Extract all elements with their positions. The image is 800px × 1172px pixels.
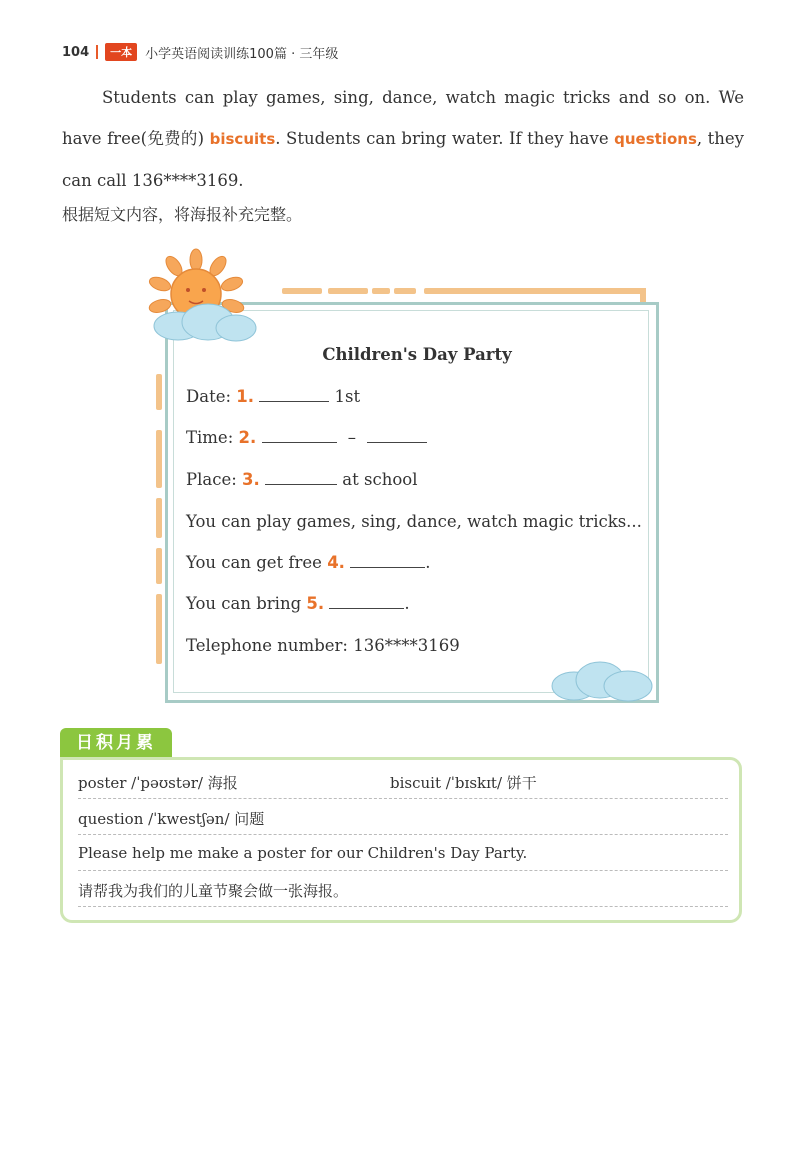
blank-1[interactable]	[259, 387, 329, 402]
vocab-row	[78, 880, 728, 907]
page-header	[62, 40, 338, 64]
frame-dash	[394, 288, 416, 294]
passage-text-2: . Students can bring water. If they have	[275, 129, 615, 148]
poster-title: Children's Day Party	[322, 345, 512, 364]
free-label: You can get free	[186, 553, 322, 572]
blank-2a[interactable]	[262, 428, 337, 443]
bring-label: You can bring	[186, 594, 302, 613]
frame-dash	[328, 288, 368, 294]
frame-dash	[640, 288, 646, 302]
poster-phone: Telephone number: 136****3169	[186, 636, 460, 655]
blank-3[interactable]	[265, 470, 337, 485]
vocab-row	[78, 844, 728, 871]
frame-side-bar	[156, 498, 162, 538]
vocab-entry-poster: poster /ˈpəʊstər/ 海报	[78, 774, 238, 792]
poster-bring-line	[186, 594, 410, 613]
frame-side-bar	[156, 374, 162, 410]
page-number: 104	[62, 44, 90, 60]
blank-5[interactable]	[329, 594, 404, 609]
frame-dash	[282, 288, 322, 294]
place-suffix: at school	[342, 470, 418, 489]
vocab-row	[78, 772, 728, 799]
frame-side-bar	[156, 430, 162, 488]
frame-dash	[424, 288, 642, 294]
time-dash: –	[347, 428, 357, 447]
cloud-icon	[548, 658, 658, 708]
blank-number-2: 2.	[238, 428, 257, 447]
blank-2b[interactable]	[367, 428, 427, 443]
passage-paragraph	[62, 77, 744, 201]
instruction: 根据短文内容，将海报补充完整。	[62, 205, 303, 224]
sun-icon	[148, 248, 263, 358]
vocab-example-zh: 请帮我为我们的儿童节聚会做一张海报。	[78, 882, 349, 900]
frame-dash	[372, 288, 390, 294]
vocab-tab	[60, 728, 172, 758]
poster-free-line	[186, 553, 430, 572]
passage-text-3: , they can call 136****3169.	[62, 129, 744, 190]
poster-activities: You can play games, sing, dance, watch magic tricks...	[186, 512, 642, 531]
keyword-questions: questions	[614, 130, 697, 148]
vocab-entry-biscuit: biscuit /ˈbɪskɪt/ 饼干	[390, 774, 537, 792]
poster-time-line	[186, 428, 427, 447]
keyword-biscuits: biscuits	[209, 130, 276, 148]
blank-number-5: 5.	[306, 594, 325, 613]
period: .	[425, 553, 431, 572]
frame-side-bar	[156, 548, 162, 584]
date-label: Date:	[186, 387, 232, 406]
vocab-example-en: Please help me make a poster for our Children's Day Party.	[78, 844, 528, 862]
blank-number-1: 1.	[236, 387, 255, 406]
place-label: Place:	[186, 470, 237, 489]
passage-text-1: Students can play games, sing, dance, watch magic tricks and so on. We have free(免费的)	[62, 88, 744, 148]
book-title: 小学英语阅读训练100篇 · 三年级	[145, 46, 339, 62]
header-divider	[96, 45, 98, 59]
blank-4[interactable]	[350, 553, 425, 568]
brand-logo: 一本	[105, 43, 137, 61]
vocab-row	[78, 808, 728, 835]
period: .	[404, 594, 410, 613]
date-suffix: 1st	[334, 387, 361, 406]
vocab-tab-label: 日积月累	[76, 733, 156, 753]
blank-number-4: 4.	[327, 553, 345, 572]
blank-number-3: 3.	[242, 470, 260, 489]
frame-side-bar	[156, 594, 162, 664]
time-label: Time:	[186, 428, 234, 447]
poster-date-line	[186, 387, 360, 406]
poster-place-line	[186, 470, 417, 489]
vocab-entry-question: question /ˈkwestʃən/ 问题	[78, 810, 265, 828]
